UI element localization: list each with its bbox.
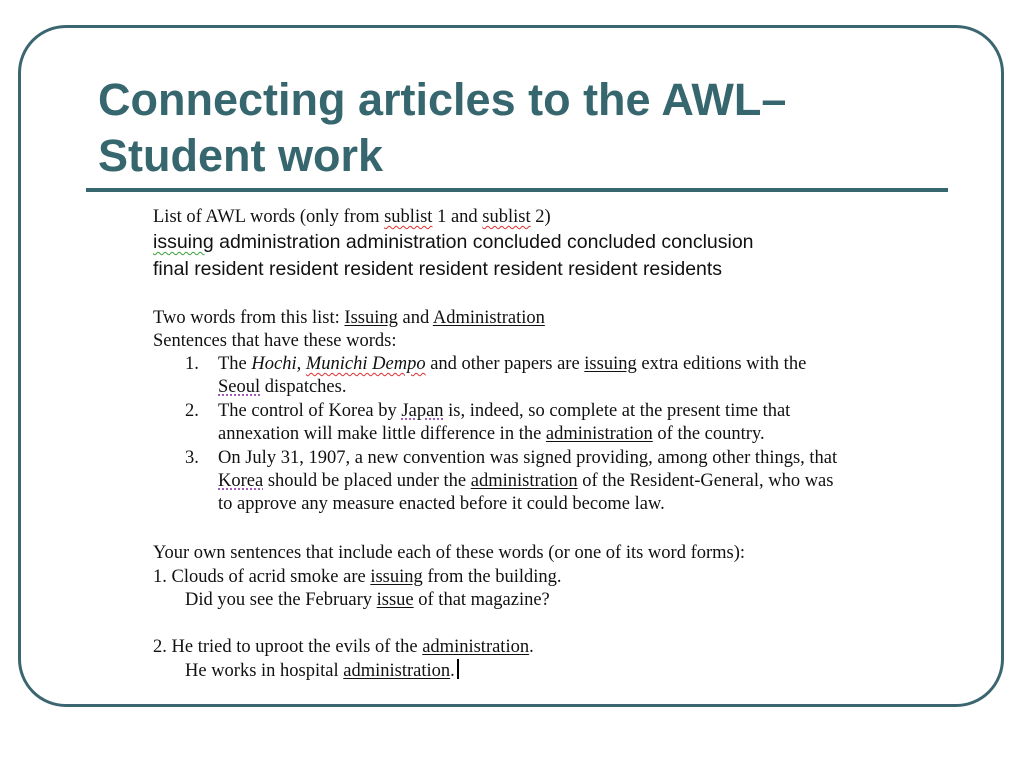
example-1-line-2 bbox=[218, 376, 346, 398]
text: and other papers are bbox=[425, 354, 585, 374]
text: 1 and bbox=[432, 207, 483, 227]
sentences-heading: Sentences that have these words: bbox=[153, 331, 397, 351]
text: and bbox=[397, 308, 433, 328]
smart-tag-word: Seoul bbox=[218, 377, 261, 397]
example-2-line-2 bbox=[218, 423, 765, 445]
awl-list-heading bbox=[153, 206, 551, 228]
smart-tag-word: Japan bbox=[401, 401, 444, 421]
own-sentence-2 bbox=[153, 636, 534, 658]
underlined-word: issue bbox=[376, 590, 414, 610]
title-rule bbox=[86, 188, 948, 192]
text: On July 31, 1907, a new convention was signed providing, among other things, that bbox=[218, 448, 838, 468]
example-3-line-2 bbox=[218, 470, 833, 492]
own-sentence-1b bbox=[185, 589, 550, 611]
italic-text: Hochi bbox=[251, 354, 297, 374]
underlined-word: administration bbox=[343, 661, 451, 681]
underlined-word: issuing bbox=[584, 354, 637, 374]
text: . bbox=[450, 661, 455, 681]
text: annexation will make little difference in the bbox=[218, 424, 546, 444]
underlined-word: administration bbox=[545, 424, 653, 444]
text: extra editions with the bbox=[636, 354, 807, 374]
underlined-word: issuing bbox=[370, 567, 423, 587]
text: , bbox=[296, 354, 306, 374]
own-sentences-heading: Your own sentences that include each of these words (or one of its word forms): bbox=[153, 543, 746, 563]
text: of that magazine? bbox=[413, 590, 550, 610]
text: of the Resident-General, who was bbox=[577, 471, 834, 491]
text: should be placed under the bbox=[263, 471, 471, 491]
awl-words-line-2: final resident resident resident resident resident resident residents bbox=[153, 258, 723, 280]
text: List of AWL words (only from bbox=[153, 207, 385, 227]
two-words-line bbox=[153, 307, 545, 329]
text: administration administration concluded concluded conclusion bbox=[213, 231, 754, 253]
text: dispatches. bbox=[260, 377, 347, 397]
italic-text: Munichi Dempo bbox=[305, 354, 426, 374]
text: from the building. bbox=[422, 567, 562, 587]
spellcheck-word: sublist bbox=[482, 207, 531, 227]
text: 1. Clouds of acrid smoke are bbox=[153, 567, 371, 587]
grammar-word: issuing bbox=[153, 231, 214, 253]
text: 2. He tried to uproot the evils of the bbox=[153, 637, 423, 657]
text: of the country. bbox=[652, 424, 765, 444]
example-3-line-3: to approve any measure enacted before it could become law. bbox=[218, 494, 665, 514]
underlined-word: administration bbox=[470, 471, 578, 491]
text: Did you see the February bbox=[185, 590, 377, 610]
example-2-line-1 bbox=[185, 400, 790, 422]
list-number: 3. bbox=[185, 448, 199, 468]
list-number: 1. bbox=[185, 354, 199, 374]
text: . bbox=[529, 637, 534, 657]
text: He works in hospital bbox=[185, 661, 344, 681]
text: is, indeed, so complete at the present time that bbox=[443, 401, 791, 421]
underlined-word: Issuing bbox=[344, 308, 398, 328]
own-sentence-1 bbox=[153, 566, 562, 588]
title-line-1: Connecting articles to the AWL– bbox=[98, 74, 787, 125]
title-line-2: Student work bbox=[98, 130, 384, 181]
text: The control of Korea by bbox=[218, 401, 402, 421]
text-cursor[interactable] bbox=[457, 659, 459, 679]
underlined-word: Administration bbox=[432, 308, 545, 328]
example-3-line-1 bbox=[185, 447, 837, 469]
own-sentence-2b bbox=[185, 659, 459, 682]
slide-title bbox=[98, 72, 958, 184]
smart-tag-word: Korea bbox=[218, 471, 264, 491]
text: The bbox=[218, 354, 252, 374]
text: Two words from this list: bbox=[153, 308, 345, 328]
underlined-word: administration bbox=[422, 637, 530, 657]
awl-words-line-1 bbox=[153, 231, 754, 253]
list-number: 2. bbox=[185, 401, 199, 421]
spellcheck-word: sublist bbox=[384, 207, 433, 227]
text: 2) bbox=[530, 207, 551, 227]
example-1-line-1 bbox=[185, 353, 806, 375]
